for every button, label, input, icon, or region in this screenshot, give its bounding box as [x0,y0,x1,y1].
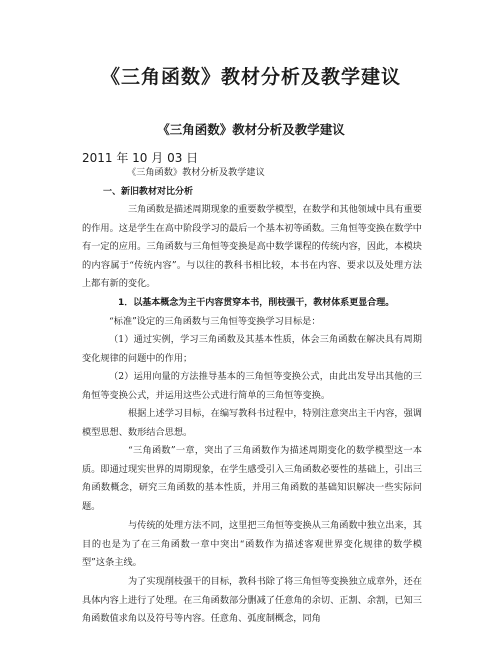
subheading-1: 1．以基本概念为主干内容贯穿本书，削枝强干，教材体系更显合理。 [118,298,395,308]
paragraph-6: “三角函数”一章，突出了三角函数作为描述周期变化的数学模型这一本质。即通过现实世界的周期现象，在学生感受引入三角函数必要性的基础上，引出三角函数概念，研究三角函数的基本性质，并用三角函数的基础知识解决一些实际问题。 [82,445,422,512]
paragraph-1: 三角函数是描述周期现象的重要数学模型，在数学和其他领域中具有重要的作用。这是学生在高中阶段学习的最后一个基本初等函数。三角恒等变换在数学中有一定的应用。三角函数与三角恒等变换是高中数学课程的传统内容，因此，本模块的内容属于“传统内容”。与以往的教科书相比较，本书在内容、要求以及处理方法上都有新的变化。 [82,204,422,290]
paragraph-7: 与传统的处理方法不同，这里把三角恒等变换从三角函数中独立出来，其目的也是为了在三角函数一章中突出“函数作为描述客观世界变化规律的数学模型”这条主线。 [82,520,422,569]
paragraph-5: 根据上述学习目标，在编写教科书过程中，特别注意突出主干内容，强调模型思想、数形结合思想。 [82,408,422,438]
paragraph-2: “标准”设定的三角函数与三角恒等变换学习目标是： [109,316,321,327]
paragraph-3: （1）通过实例，学习三角函数及其基本性质，体会三角函数在解决具有周期变化规律的问题中的作用； [82,334,422,364]
publish-date: 2011 年 10 月 03 日 [82,151,199,165]
paragraph-4: （2）运用向量的方法推导基本的三角恒等变换公式，由此出发导出其他的三角恒等变换公式，并运用这些公式进行简单的三角恒等变换。 [82,371,422,401]
section-heading-1: 一、新旧教材对比分析 [103,187,194,197]
paragraph-8: 为了实现削枝强干的目标，教科书除了将三角恒等变换独立成章外，还在具体内容上进行了处理。在三角函数部分删减了任意角的余切、正割、余割，已知三角函数值求角以及符号等内容。任意角、弧度制概念，同角 [82,576,422,625]
document-subtitle: 《三角函数》教材分析及教学建议 [157,122,345,137]
document-title: 《三角函数》教材分析及教学建议 [100,66,401,88]
intro-line: 《三角函数》教材分析及教学建议 [127,167,265,178]
